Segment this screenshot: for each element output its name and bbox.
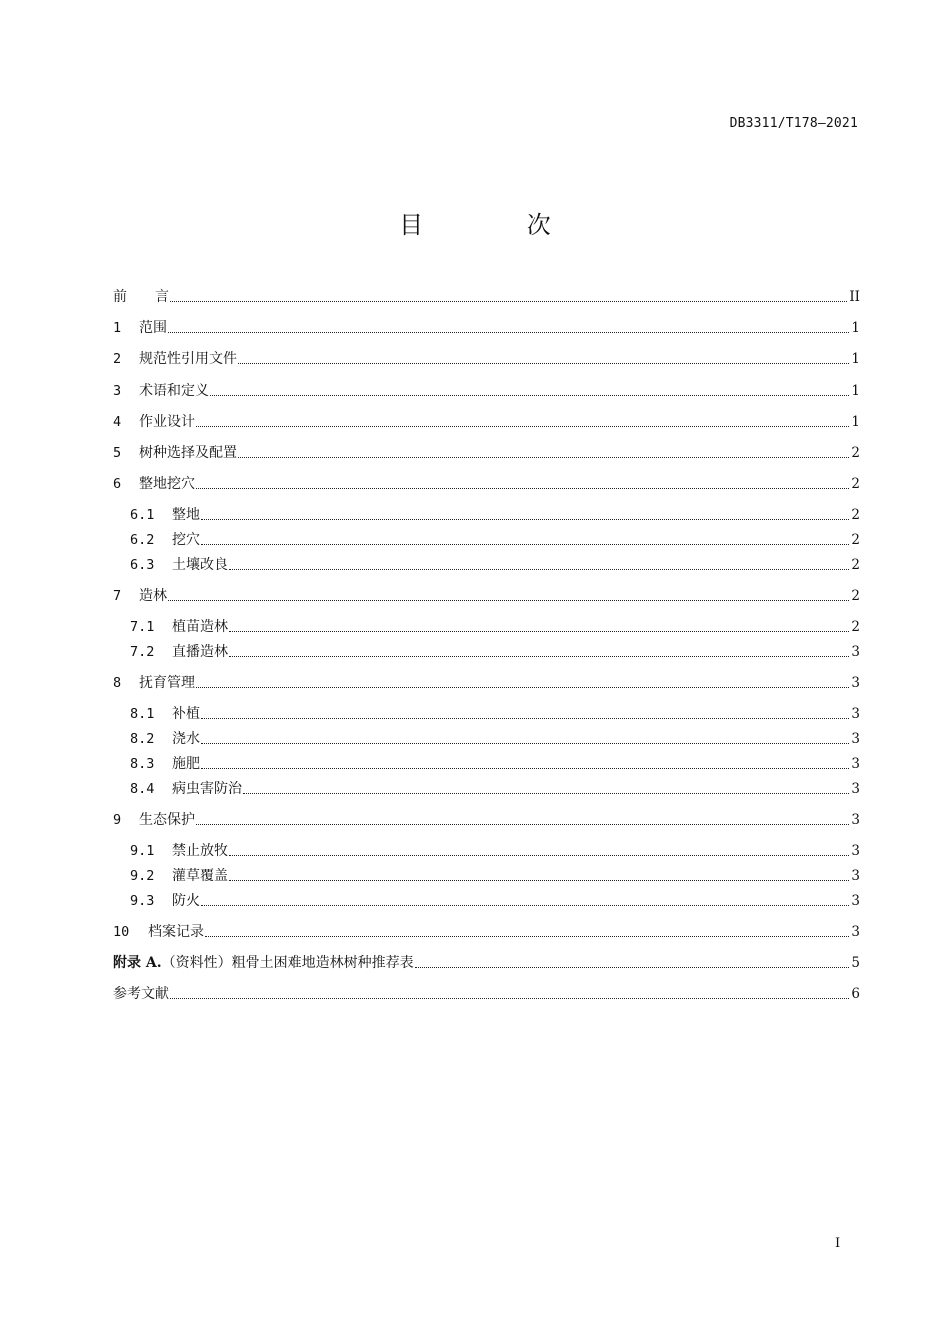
toc-entry-label: 术语和定义 (139, 383, 209, 399)
toc-entry-10[interactable] (113, 922, 860, 942)
toc-entry-page: 2 (851, 445, 860, 461)
dot-leader (205, 936, 849, 937)
toc-entry-number: 7 (113, 588, 122, 604)
toc-entry-number: 7.2 (130, 644, 155, 660)
toc-entry-label: 树种选择及配置 (139, 445, 237, 461)
toc-entry-page: 3 (851, 644, 860, 660)
toc-entry-number: 6 (113, 476, 122, 492)
toc-entry-appendix-a[interactable] (113, 953, 860, 973)
toc-entry-9-2[interactable] (130, 866, 860, 886)
toc-entry-2[interactable] (113, 349, 860, 369)
toc-entry-number: 10 (113, 924, 130, 940)
toc-entry-page: 2 (851, 507, 860, 523)
toc-entry-number: 9.3 (130, 893, 155, 909)
toc-entry-label: 生态保护 (139, 812, 195, 828)
toc-entry-label: 整地挖穴 (139, 476, 195, 492)
toc-entry-number: 9.1 (130, 843, 155, 859)
toc-entry-page: 3 (851, 781, 860, 797)
toc-entry-6[interactable] (113, 474, 860, 494)
toc-entry-page: 3 (851, 893, 860, 909)
toc-entry-8-4[interactable] (130, 779, 860, 799)
toc-entry-3[interactable] (113, 381, 860, 401)
toc-entry-number: 2 (113, 351, 122, 367)
toc-entry-number: 6.3 (130, 557, 155, 573)
toc-entry-6-3[interactable] (130, 555, 860, 575)
toc-entry-page: 3 (851, 675, 860, 691)
toc-entry-page: 2 (851, 532, 860, 548)
toc-entry-number: 9 (113, 812, 122, 828)
dot-leader (168, 600, 849, 601)
dot-leader (415, 967, 850, 968)
toc-entry-number: 8.2 (130, 731, 155, 747)
toc-entry-page: 5 (851, 955, 860, 971)
toc-entry-6-2[interactable] (130, 530, 860, 550)
toc-entry-label: 施肥 (172, 756, 200, 772)
toc-entry-label: 补植 (172, 706, 200, 722)
toc-entry-1[interactable] (113, 318, 860, 338)
dot-leader (229, 855, 849, 856)
toc-entry-label: 防火 (172, 893, 200, 909)
toc-entry-7-2[interactable] (130, 642, 860, 662)
toc-entry-page: 1 (851, 351, 860, 367)
toc-entry-label: 档案记录 (148, 924, 204, 940)
toc-entry-5[interactable] (113, 443, 860, 463)
dot-leader (201, 743, 849, 744)
toc-entry-page: II (849, 289, 860, 305)
toc-entry-8[interactable] (113, 673, 860, 693)
toc-entry-number: 6.1 (130, 507, 155, 523)
dot-leader (196, 426, 849, 427)
toc-entry-number: 3 (113, 383, 122, 399)
toc-entry-6-1[interactable] (130, 505, 860, 525)
toc-entry-page: 3 (851, 843, 860, 859)
toc-entry-label: 浇水 (172, 731, 200, 747)
dot-leader (168, 332, 849, 333)
document-code: DB3311/T178—2021 (729, 116, 858, 131)
toc-entry-label-prefix: 附录 A. (113, 955, 162, 971)
toc-entry-label: 前 言 (113, 289, 169, 305)
dot-leader (170, 301, 847, 302)
dot-leader (201, 718, 849, 719)
toc-entry-label: 病虫害防治 (172, 781, 242, 797)
dot-leader (238, 457, 849, 458)
toc-entry-number: 5 (113, 445, 122, 461)
toc-entry-label: 参考文献 (113, 986, 169, 1002)
toc-entry-label: 抚育管理 (139, 675, 195, 691)
toc-entry-number: 6.2 (130, 532, 155, 548)
toc-entry-foreword[interactable] (113, 287, 860, 307)
toc-entry-page: 3 (851, 706, 860, 722)
dot-leader (196, 488, 849, 489)
toc-entry-page: 2 (851, 557, 860, 573)
toc-entry-label: 灌草覆盖 (172, 868, 228, 884)
dot-leader (196, 824, 849, 825)
toc-entry-number: 7.1 (130, 619, 155, 635)
toc-entry-label: 土壤改良 (172, 557, 228, 573)
toc-entry-9-3[interactable] (130, 891, 860, 911)
toc-entry-4[interactable] (113, 412, 860, 432)
toc-entry-references[interactable] (113, 984, 860, 1004)
toc-entry-number: 1 (113, 320, 122, 336)
toc-entry-label: （资料性）粗骨土困难地造林树种推荐表 (161, 955, 414, 971)
toc-entry-page: 3 (851, 924, 860, 940)
dot-leader (201, 905, 849, 906)
toc-entry-label: 造林 (139, 588, 167, 604)
dot-leader (238, 363, 849, 364)
toc-entry-number: 8 (113, 675, 122, 691)
toc-entry-8-3[interactable] (130, 754, 860, 774)
dot-leader (170, 998, 849, 999)
dot-leader (201, 519, 849, 520)
toc-entry-label: 禁止放牧 (172, 843, 228, 859)
toc-entry-label: 范围 (139, 320, 167, 336)
toc-entry-number: 8.3 (130, 756, 155, 772)
toc-entry-page: 3 (851, 731, 860, 747)
toc-entry-page: 3 (851, 868, 860, 884)
toc-entry-number: 9.2 (130, 868, 155, 884)
page-title: 目 次 (399, 211, 599, 239)
page-number: I (835, 1236, 841, 1251)
toc-entry-label: 挖穴 (172, 532, 200, 548)
toc-entry-page: 2 (851, 588, 860, 604)
dot-leader (201, 768, 849, 769)
toc-entry-page: 3 (851, 812, 860, 828)
toc-entry-8-2[interactable] (130, 729, 860, 749)
dot-leader (229, 631, 849, 632)
toc-entry-8-1[interactable] (130, 704, 860, 724)
toc-entry-number: 8.1 (130, 706, 155, 722)
toc-entry-9-1[interactable] (130, 841, 860, 861)
toc-entry-page: 1 (851, 383, 860, 399)
toc-entry-number: 8.4 (130, 781, 155, 797)
toc-entry-label: 直播造林 (172, 644, 228, 660)
toc-entry-page: 2 (851, 619, 860, 635)
toc-entry-label: 规范性引用文件 (139, 351, 237, 367)
toc-entry-number: 4 (113, 414, 122, 430)
toc-entry-7-1[interactable] (130, 617, 860, 637)
dot-leader (229, 569, 849, 570)
toc-entry-7[interactable] (113, 586, 860, 606)
dot-leader (196, 687, 849, 688)
toc-entry-page: 1 (851, 414, 860, 430)
toc-entry-page: 6 (851, 986, 860, 1002)
dot-leader (229, 880, 849, 881)
dot-leader (229, 656, 849, 657)
toc-entry-page: 3 (851, 756, 860, 772)
toc-entry-label: 作业设计 (139, 414, 195, 430)
toc-entry-page: 2 (851, 476, 860, 492)
toc-entry-page: 1 (851, 320, 860, 336)
dot-leader (210, 395, 849, 396)
toc-entry-label: 整地 (172, 507, 200, 523)
toc-entry-label: 植苗造林 (172, 619, 228, 635)
dot-leader (243, 793, 849, 794)
toc-entry-9[interactable] (113, 810, 860, 830)
dot-leader (201, 544, 849, 545)
